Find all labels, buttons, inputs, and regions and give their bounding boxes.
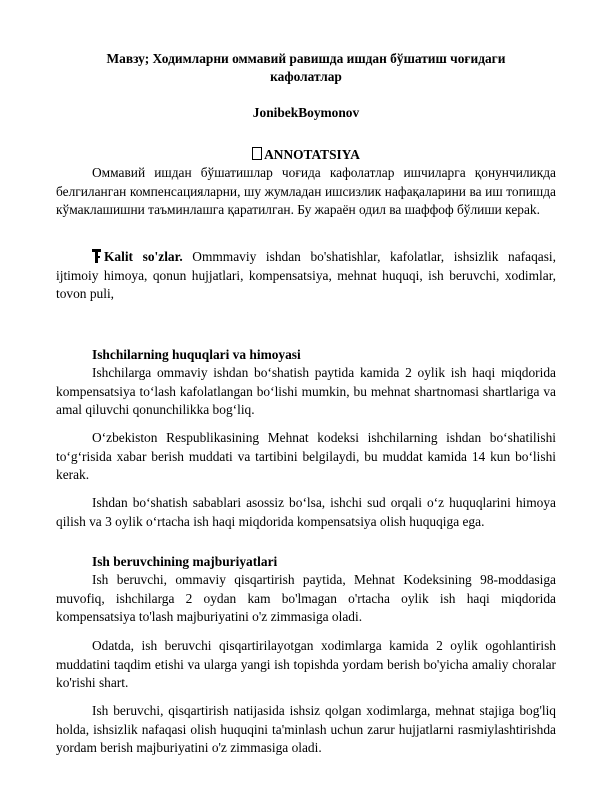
section-heading-employer-obligations: Ish beruvchining majburiyatlari [92, 554, 278, 569]
title-line-2: кафолатлар [270, 69, 342, 84]
key-icon [92, 249, 101, 263]
author-name: JonibekBoymonov [252, 105, 360, 120]
section-heading-worker-rights: Ishchilarning huquqlari va himoyasi [92, 347, 301, 362]
annotation-heading-text: ANNOTATSIYA [264, 147, 360, 162]
section1-paragraph-1: Ishchilarga ommaviy ishdan bo‘shatish paytida kamida 2 oylik ish haqi miqdorida kompensatsiya to‘lash kafolatlangan bo‘lishi mumkin, bu mehnat shartnomasi shartlariga va amal qiluvchi qonunchilikka bog‘liq. [56, 365, 556, 417]
section2-paragraph-1: Ish beruvchi, ommaviy qisqartirish paytida, Mehnat Kodeksining 98-moddasiga muvofiq, ishchilarga 2 oydan kam bo'lmagan o'rtacha oylik ish haqi miqdorida kompensatsiya to'lash majburiyatini o'z zimmasiga oladi. [56, 572, 556, 624]
keywords-paragraph [56, 248, 556, 304]
title-line-1: Мавзу; Ходимларни оммавий равишда ишдан бўшатиш чоғидаги [106, 51, 506, 66]
section1-paragraph-2: O‘zbekiston Respublikasining Mehnat kodeksi ishchilarning ishdan bo‘shatilishi to‘g‘risida xabar berish muddati va tartibini belgilaydi, bu muddat kamida 14 kun bo‘lishi kerak. [56, 430, 556, 482]
section1-paragraph-3: Ishdan bo‘shatish sabablari asossiz bo‘lsa, ishchi sud orqali o‘z huquqlarini himoya qilish va 3 oylik o‘rtacha ish haqi miqdorida kompensatsiya olish huquqiga ega. [56, 495, 556, 529]
annotation-heading [60, 147, 552, 163]
annotation-paragraph: Оммавий ишдан бўшатишлар чоғида кафолатлар ишчиларга қонунчиликда белгиланган компенсацияларни, шу жумладан ишсизлик нафақаларини ва иш топишда кўмаклашишни таъминлашга қаратилган. Бу жараён одил ва шаффоф бўлиши кераk. [56, 165, 556, 217]
keywords-label: Kalit so'zlar. [104, 249, 183, 264]
document-title [60, 50, 552, 86]
placeholder-box-icon [252, 147, 262, 160]
section2-paragraph-2: Odatda, ish beruvchi qisqartirilayotgan xodimlarga kamida 2 oylik ogohlantirish muddatini taqdim etishi va ularga yangi ish topishda yordam berish bo'yicha amaliy choralar ko'rishi shart. [56, 638, 556, 690]
keywords-text: Ommmaviy ishdan bo'shatishlar, kafolatlar, ishsizlik nafaqasi, ijtimoiy himoya, qonun hujjatlari, kompensatsiya, mehnat huquqi, ish beruvchi, xodimlar, tovon puli, [56, 249, 556, 301]
section2-paragraph-3: Ish beruvchi, qisqartirish natijasida ishsiz qolgan xodimlarga, mehnat stajiga bog'liq holda, ishsizlik nafaqasi olish huquqini ta'minlash uchun zarur hujjatlarni rasmiylashtirishda yordam berish majburiyatini o'z zimmasiga oladi. [56, 703, 556, 755]
